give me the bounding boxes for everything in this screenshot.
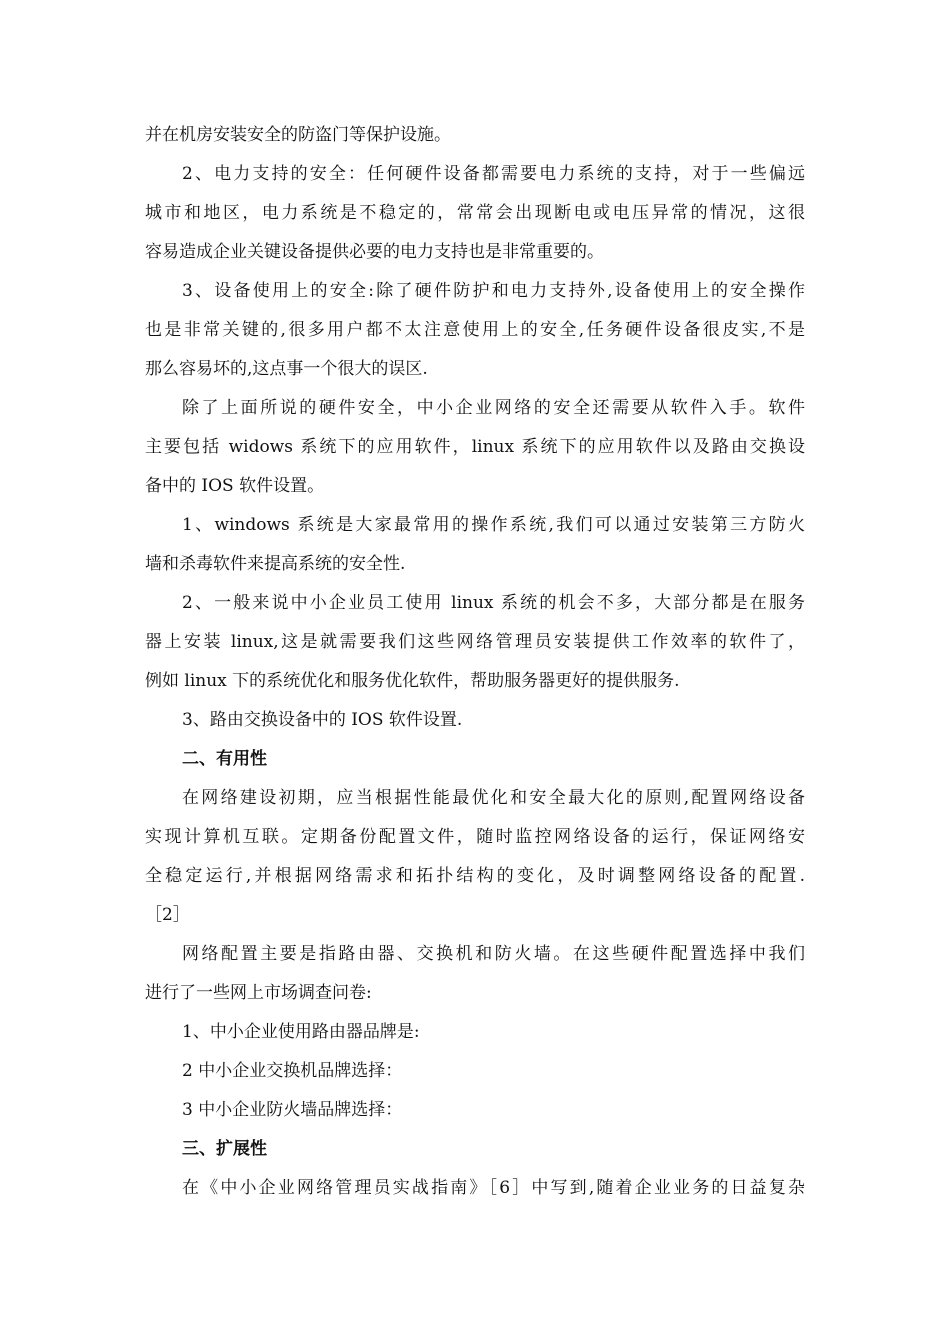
paragraph-line: 1、windows 系统是大家最常用的操作系统,我们可以通过安装第三方防火 [182,515,805,535]
paragraph-line: 也是非常关键的,很多用户都不太注意使用上的安全,任务硬件设备很皮实,不是 [145,320,805,340]
list-item: 3 中小企业防火墙品牌选择： [182,1100,403,1120]
list-item: 2 中小企业交换机品牌选择： [182,1061,403,1081]
citation-line: ［2］ [145,905,190,925]
paragraph-line: 实现计算机互联。定期备份配置文件，随时监控网络设备的运行，保证网络安 [145,827,805,847]
list-item: 1、中小企业使用路由器品牌是: [182,1022,420,1042]
paragraph-line: 并在机房安装安全的防盗门等保护设施。 [145,125,451,145]
paragraph-line: 备中的 IOS 软件设置。 [145,476,325,496]
paragraph-line: 除了上面所说的硬件安全，中小企业网络的安全还需要从软件入手。软件 [182,398,805,418]
paragraph-line: 容易造成企业关键设备提供必要的电力支持也是非常重要的。 [145,242,604,262]
paragraph-line: 网络配置主要是指路由器、交换机和防火墙。在这些硬件配置选择中我们 [182,944,805,964]
section-heading: 二、有用性 [182,749,267,769]
paragraph-line: 2、电力支持的安全：任何硬件设备都需要电力系统的支持，对于一些偏远 [182,164,805,184]
paragraph-line: 在《中小企业网络管理员实战指南》［6］中写到,随着企业业务的日益复杂 [182,1178,805,1198]
paragraph-line: 3、设备使用上的安全:除了硬件防护和电力支持外,设备使用上的安全操作 [182,281,805,301]
paragraph-line: 3、路由交换设备中的 IOS 软件设置. [182,710,463,730]
paragraph-line: 例如 linux 下的系统优化和服务优化软件，帮助服务器更好的提供服务. [145,671,680,691]
paragraph-line: 主要包括 widows 系统下的应用软件，linux 系统下的应用软件以及路由交换设 [145,437,805,457]
paragraph-line: 进行了一些网上市场调查问卷: [145,983,372,1003]
paragraph-line: 墙和杀毒软件来提高系统的安全性. [145,554,406,574]
document-body [145,116,805,1208]
paragraph-line: 2、一般来说中小企业员工使用 linux 系统的机会不多，大部分都是在服务 [182,593,805,613]
paragraph-line: 城市和地区，电力系统是不稳定的，常常会出现断电或电压异常的情况，这很 [145,203,805,223]
paragraph-line: 那么容易坏的,这点事一个很大的误区. [145,359,428,379]
paragraph-line: 器上安装 linux,这是就需要我们这些网络管理员安装提供工作效率的软件了， [145,632,805,652]
paragraph-line: 全稳定运行,并根据网络需求和拓扑结构的变化，及时调整网络设备的配置. [145,866,805,886]
paragraph-line: 在网络建设初期，应当根据性能最优化和安全最大化的原则,配置网络设备 [182,788,805,808]
section-heading: 三、扩展性 [182,1139,267,1159]
